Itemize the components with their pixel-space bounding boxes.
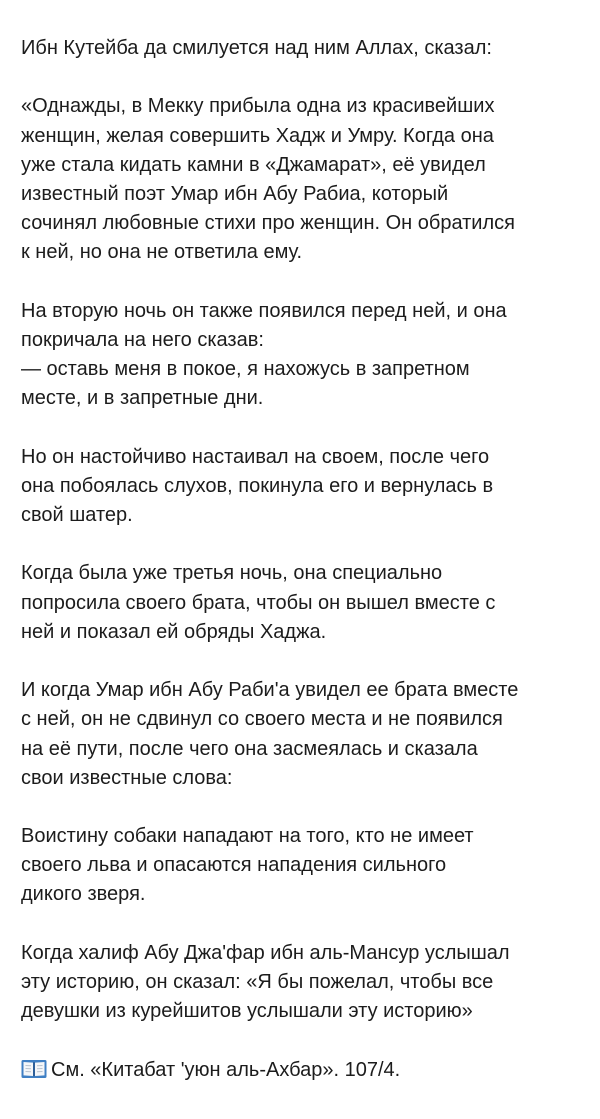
text-line: Когда халиф Абу Джа'фар ибн аль-Мансур услышал xyxy=(21,941,510,964)
text-line: своего льва и опасаются нападения сильного xyxy=(21,854,447,877)
source-text: См. «Китабат 'уюн аль-Ахбар». 107/4. xyxy=(51,1058,401,1081)
paragraph-spacer xyxy=(21,63,587,92)
text-line: Но он настойчиво настаивал на своем, после чего xyxy=(21,445,490,468)
text-line: — оставь меня в покое, я нахожусь в запретном xyxy=(21,358,470,381)
text-line: Воистину собаки нападают на того, кто не имеет xyxy=(21,825,474,848)
paragraph-spacer xyxy=(21,910,587,939)
text-line: она побоялась слухов, покинула его и вернулась в xyxy=(21,474,494,497)
text-line: ней и показал ей обряды Хаджа. xyxy=(21,620,327,643)
paragraph-second-night xyxy=(21,297,587,414)
paragraph-brother xyxy=(21,676,587,793)
text-line: на её пути, после чего она засмеялась и сказала xyxy=(21,737,478,760)
open-book-icon xyxy=(21,1059,47,1079)
paragraph-persistence xyxy=(21,443,587,531)
text-line: сочинял любовные стихи про женщин. Он обратился xyxy=(21,212,515,235)
source-reference xyxy=(21,1056,587,1085)
paragraph-mecca xyxy=(21,92,587,267)
paragraph-spacer xyxy=(21,530,587,559)
paragraph-third-night xyxy=(21,559,587,647)
text-line: свой шатер. xyxy=(21,504,133,526)
text-line: попросила своего брата, чтобы он вышел вместе с xyxy=(21,591,496,614)
paragraph-spacer xyxy=(21,268,587,297)
paragraph-caliph xyxy=(21,939,587,1027)
source-line xyxy=(21,1056,587,1085)
text-line: женщин, желая совершить Хадж и Умру. Когда она xyxy=(21,124,494,147)
paragraph-spacer xyxy=(21,413,587,442)
text-line: известный поэт Умар ибн Абу Рабиа, который xyxy=(21,182,449,205)
text-line: свои известные слова: xyxy=(21,766,233,789)
paragraph-spacer xyxy=(21,647,587,676)
document-body xyxy=(21,34,587,1085)
paragraph-spacer xyxy=(21,793,587,822)
text-line: девушки из курейшитов услышали эту историю» xyxy=(21,1000,473,1023)
text-line: покричала на него сказав: xyxy=(21,328,264,351)
text-line: «Однажды, в Мекку прибыла одна из красивейших xyxy=(21,95,495,118)
text-line: На вторую ночь он также появился перед ней, и она xyxy=(21,299,507,322)
text-line: Ибн Кутейба да смилуется над ним Аллах, сказал: xyxy=(21,37,492,59)
text-line: эту историю, он сказал: «Я бы пожелал, чтобы все xyxy=(21,971,494,993)
text-line: к ней, но она не ответила ему. xyxy=(21,241,303,264)
text-line: дикого зверя. xyxy=(21,883,146,906)
text-line: Когда была уже третья ночь, она специально xyxy=(21,562,443,585)
paragraph-spacer xyxy=(21,1026,587,1055)
text-line: И когда Умар ибн Абу Раби'а увидел ее брата вместе xyxy=(21,679,519,702)
text-line: с ней, он не сдвинул со своего места и не появился xyxy=(21,708,503,731)
paragraph-quote xyxy=(21,822,587,910)
text-line: месте, и в запретные дни. xyxy=(21,387,264,410)
paragraph-intro xyxy=(21,34,587,63)
text-line: уже стала кидать камни в «Джамарат», её увидел xyxy=(21,153,486,176)
